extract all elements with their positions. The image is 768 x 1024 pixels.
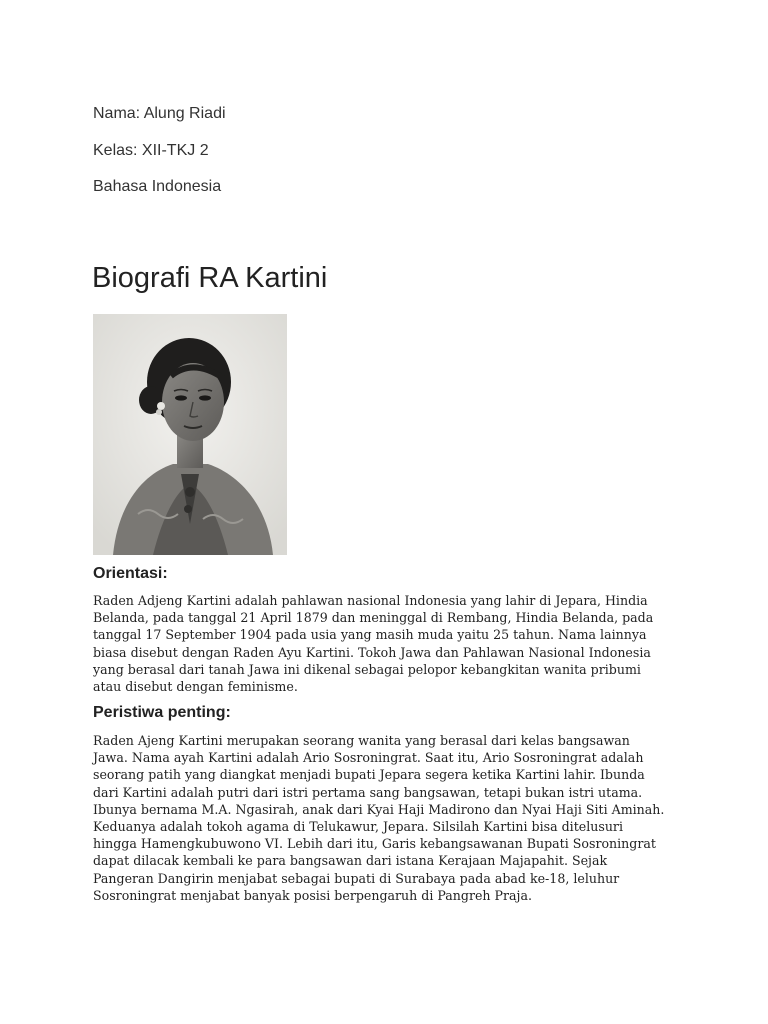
paragraph-line: Jawa. Nama ayah Kartini adalah Ario Sosroningrat. Saat itu, Ario Sosroningrat adalah bbox=[93, 750, 644, 766]
paragraph-line: seorang patih yang diangkat menjadi bupati Jepara segera ketika Kartini lahir. Ibunda bbox=[93, 767, 645, 783]
paragraph-line: Belanda, pada tanggal 21 April 1879 dan meninggal di Rembang, Hindia Belanda, pada bbox=[93, 610, 654, 626]
subject: Bahasa Indonesia bbox=[93, 178, 222, 195]
paragraph-line: Raden Ajeng Kartini merupakan seorang wanita yang berasal dari kelas bangsawan bbox=[93, 733, 630, 748]
student-name: Nama: Alung Riadi bbox=[93, 105, 226, 122]
paragraph-line: dari Kartini adalah putri dari istri pertama sang bangsawan, tetapi bukan istri utama. bbox=[93, 784, 643, 800]
paragraph-line: tanggal 17 September 1904 pada usia yang masih muda yaitu 25 tahun. Nama lainnya bbox=[93, 627, 647, 643]
important-events-heading: Peristiwa penting: bbox=[93, 704, 231, 721]
paragraph-line: hingga Hamengkubuwono VI. Lebih dari itu, Garis kebangsawanan Bupati Sosroningrat bbox=[93, 836, 656, 852]
document-title: Biografi RA Kartini bbox=[92, 262, 328, 294]
paragraph-line: Pangeran Dangirin menjabat sebagai bupati di Surabaya pada abad ke-18, leluhur bbox=[93, 870, 620, 886]
paragraph-line: atau disebut dengan feminisme. bbox=[93, 679, 298, 695]
paragraph-line: Ibunya bernama M.A. Ngasirah, anak dari Kyai Haji Madirono dan Nyai Haji Siti Aminah. bbox=[93, 801, 665, 817]
paragraph-line: yang berasal dari tanah Jawa ini dikenal sebagai pelopor kebangkitan wanita pribumi bbox=[93, 661, 641, 677]
important-events-paragraph bbox=[93, 732, 678, 904]
student-class: Kelas: XII-TKJ 2 bbox=[93, 142, 209, 159]
paragraph-line: Keduanya adalah tokoh agama di Telukawur, Jepara. Silsilah Kartini bisa ditelusuri bbox=[93, 819, 623, 835]
kartini-portrait-image bbox=[93, 314, 287, 555]
paragraph-line: biasa disebut dengan Raden Ayu Kartini. Tokoh Jawa dan Pahlawan Nasional Indonesia bbox=[93, 644, 651, 660]
paragraph-line: Sosroningrat menjabat banyak posisi berpengaruh di Pangreh Praja. bbox=[93, 887, 532, 903]
paragraph-line: Raden Adjeng Kartini adalah pahlawan nasional Indonesia yang lahir di Jepara, Hindia bbox=[93, 593, 648, 608]
paragraph-line: dapat dilacak kembali ke para bangsawan dari istana Kerajaan Majapahit. Sejak bbox=[93, 853, 608, 869]
orientation-paragraph bbox=[93, 592, 678, 695]
orientation-heading: Orientasi: bbox=[93, 565, 168, 582]
